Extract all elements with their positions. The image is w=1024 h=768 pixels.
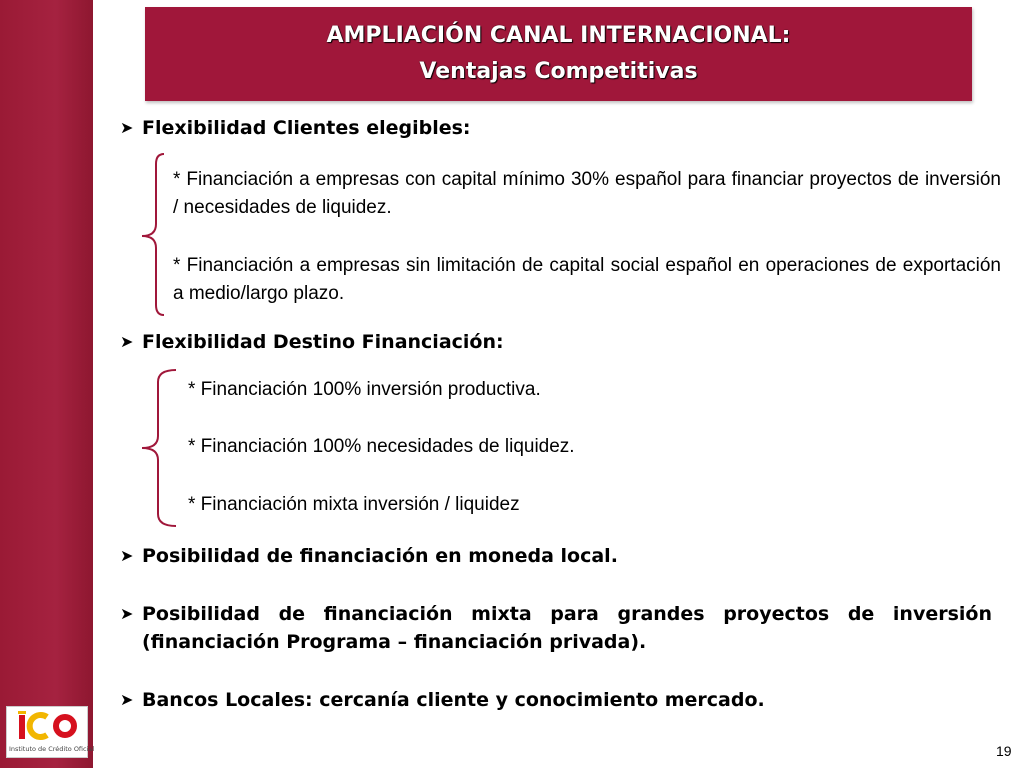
slide-subtitle: Ventajas Competitivas xyxy=(419,59,698,84)
clientes-item-2: * Financiación a empresas sin limitación de capital social español en operaciones de exportación a medio/largo plazo. xyxy=(173,255,1001,304)
slide-title: AMPLIACIÓN CANAL INTERNACIONAL: xyxy=(326,23,791,48)
left-sidebar-band xyxy=(0,0,93,768)
clientes-item-1: * Financiación a empresas con capital mínimo 30% español para financiar proyectos de inversión / necesidades de liquidez. xyxy=(173,169,1001,218)
ico-logo-icon xyxy=(13,711,81,741)
bullet-bancos xyxy=(120,686,1000,714)
ico-logo xyxy=(6,706,95,758)
arrow-bullet-icon: ➤ xyxy=(120,332,134,351)
arrow-bullet-icon: ➤ xyxy=(120,118,134,137)
bullet-destino-heading: Flexibilidad Destino Financiación: xyxy=(142,331,504,353)
destino-item-2: * Financiación 100% necesidades de liquidez. xyxy=(188,436,575,457)
destino-item-3: * Financiación mixta inversión / liquidez xyxy=(188,494,520,515)
arrow-bullet-icon: ➤ xyxy=(120,604,134,623)
arrow-bullet-icon: ➤ xyxy=(120,690,134,709)
brace-destino-icon xyxy=(140,368,180,528)
destino-item-1: * Financiación 100% inversión productiva. xyxy=(188,379,541,400)
bullet-mixta-heading: Posibilidad de financiación mixta para grandes proyectos de inversión (financiación Programa – financiación privada). xyxy=(142,603,992,653)
bullet-moneda-heading: Posibilidad de financiación en moneda local. xyxy=(142,545,618,567)
bullet-destino xyxy=(120,328,1000,356)
arrow-bullet-icon: ➤ xyxy=(120,546,134,565)
logo-caption: Instituto de Crédito Oficial xyxy=(9,745,95,753)
bullet-bancos-heading: Bancos Locales: cercanía cliente y conocimiento mercado. xyxy=(142,689,765,711)
brace-clientes-icon xyxy=(140,152,168,317)
bullet-mixta xyxy=(120,600,1000,656)
title-banner xyxy=(145,7,972,101)
bullet-moneda xyxy=(120,542,1000,570)
bullet-clientes xyxy=(120,114,1000,142)
page-number: 19 xyxy=(996,743,1012,759)
bullet-clientes-heading: Flexibilidad Clientes elegibles: xyxy=(142,117,471,139)
